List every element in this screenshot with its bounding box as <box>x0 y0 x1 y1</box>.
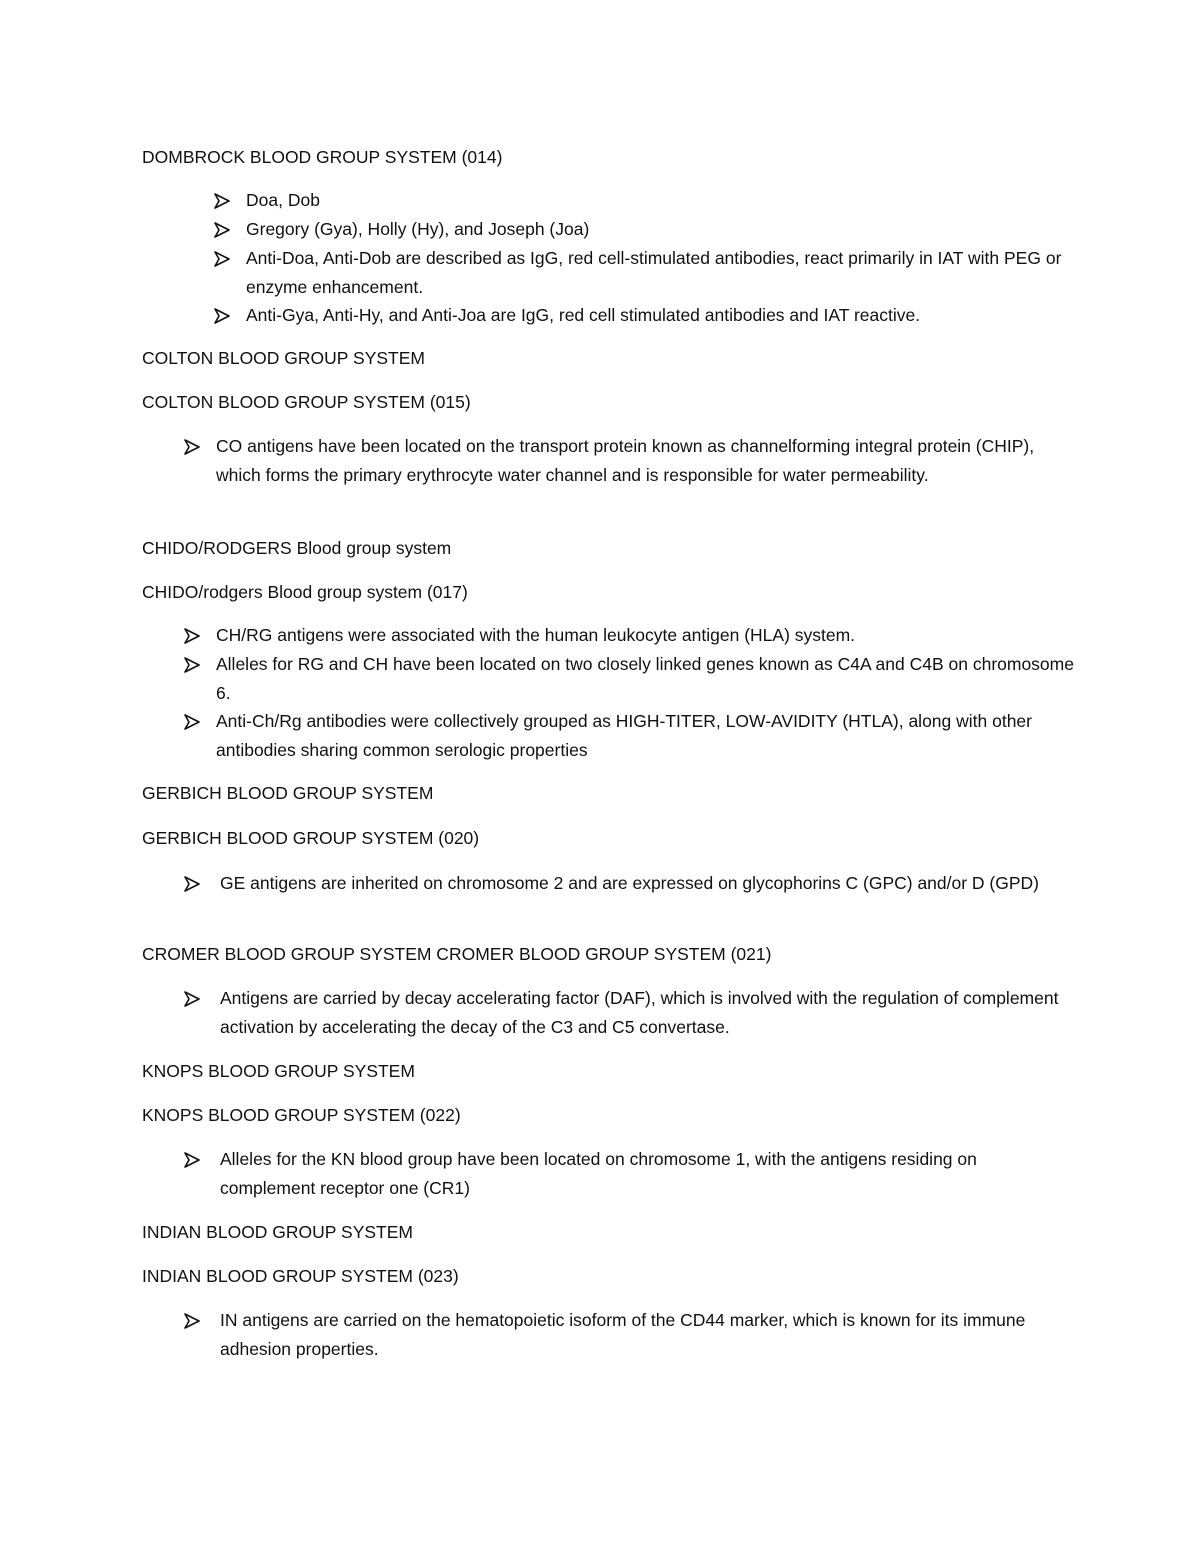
bullet-item <box>214 305 1074 330</box>
bullet-item <box>184 711 1074 764</box>
bullet-item <box>184 654 1074 707</box>
bullet-text: CH/RG antigens were associated with the human leukocyte antigen (HLA) system. <box>216 625 856 645</box>
arrowhead-bullet-icon <box>184 439 200 455</box>
bullet-text: Anti-Gya, Anti-Hy, and Anti-Joa are IgG, red cell stimulated antibodies and IAT reactive. <box>246 305 921 325</box>
section-title: COLTON BLOOD GROUP SYSTEM (015) <box>142 392 471 412</box>
arrowhead-bullet-icon <box>184 991 200 1007</box>
arrowhead-bullet-icon <box>184 1313 200 1329</box>
bullet-item <box>184 873 1074 898</box>
arrowhead-bullet-icon <box>184 628 200 644</box>
arrowhead-bullet-icon <box>184 657 200 673</box>
arrowhead-bullet-icon <box>214 251 230 267</box>
arrowhead-bullet-icon <box>184 876 200 892</box>
bullet-item <box>184 625 1074 650</box>
bullet-text: Doa, Dob <box>246 190 320 210</box>
section-title: CHIDO/RODGERS Blood group system <box>142 538 452 558</box>
arrowhead-bullet-icon <box>214 222 230 238</box>
bullet-text: Anti-Ch/Rg antibodies were collectively grouped as HIGH-TITER, LOW-AVIDITY (HTLA), along with other antibodies sharing common serologic properties <box>216 711 1032 760</box>
section-title: KNOPS BLOOD GROUP SYSTEM (022) <box>142 1105 461 1125</box>
bullet-item <box>184 1310 1074 1363</box>
section-title: CROMER BLOOD GROUP SYSTEM CROMER BLOOD GROUP SYSTEM (021) <box>142 944 772 964</box>
bullet-text: GE antigens are inherited on chromosome 2 and are expressed on glycophorins C (GPC) and/or D (GPD) <box>220 873 1040 893</box>
bullet-item <box>214 190 1074 215</box>
section-title: DOMBROCK BLOOD GROUP SYSTEM (014) <box>142 147 503 167</box>
bullet-text: Alleles for RG and CH have been located on two closely linked genes known as C4A and C4B on chromosome 6. <box>216 654 1074 703</box>
section-title: INDIAN BLOOD GROUP SYSTEM (023) <box>142 1266 459 1286</box>
bullet-text: CO antigens have been located on the transport protein known as channelforming integral protein (CHIP), which forms the primary erythrocyte water channel and is responsible for water permeability. <box>216 436 1035 485</box>
bullet-item <box>214 219 1074 244</box>
bullet-item <box>214 248 1074 301</box>
bullet-item <box>184 988 1074 1041</box>
bullet-text: IN antigens are carried on the hematopoietic isoform of the CD44 marker, which is known for its immune adhesion properties. <box>220 1310 1026 1359</box>
arrowhead-bullet-icon <box>214 308 230 324</box>
bullet-text: Alleles for the KN blood group have been located on chromosome 1, with the antigens residing on complement receptor one (CR1) <box>220 1149 977 1198</box>
arrowhead-bullet-icon <box>214 193 230 209</box>
section-title: KNOPS BLOOD GROUP SYSTEM <box>142 1061 415 1081</box>
bullet-item <box>184 436 1074 489</box>
section-title: GERBICH BLOOD GROUP SYSTEM <box>142 783 434 803</box>
section-title: INDIAN BLOOD GROUP SYSTEM <box>142 1222 413 1242</box>
section-title: GERBICH BLOOD GROUP SYSTEM (020) <box>142 828 480 848</box>
bullet-text: Anti-Doa, Anti-Dob are described as IgG, red cell-stimulated antibodies, react primarily in IAT with PEG or enzyme enhancement. <box>246 248 1062 297</box>
arrowhead-bullet-icon <box>184 714 200 730</box>
bullet-item <box>184 1149 1074 1202</box>
bullet-text: Gregory (Gya), Holly (Hy), and Joseph (Joa) <box>246 219 590 239</box>
bullet-text: Antigens are carried by decay accelerating factor (DAF), which is involved with the regulation of complement activation by accelerating the decay of the C3 and C5 convertase. <box>220 988 1059 1037</box>
arrowhead-bullet-icon <box>184 1152 200 1168</box>
section-title: COLTON BLOOD GROUP SYSTEM <box>142 348 425 368</box>
section-title: CHIDO/rodgers Blood group system (017) <box>142 582 468 602</box>
